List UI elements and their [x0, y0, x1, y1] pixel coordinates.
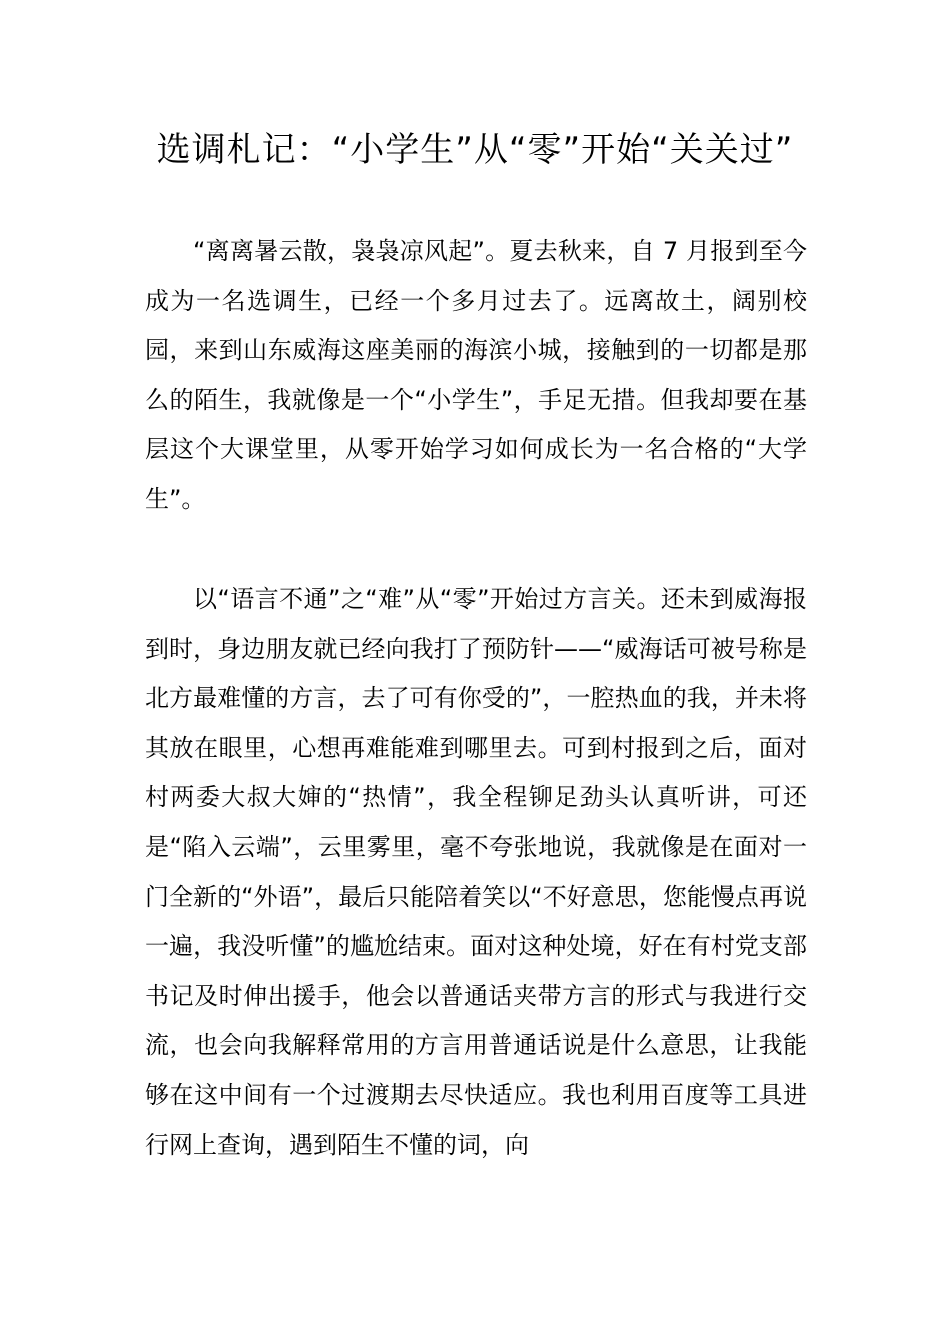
document-title: 选调札记：“小学生”从“零”开始“关关过” — [156, 130, 794, 170]
paragraph-intro: “离离暑云散，袅袅凉风起”。夏去秋来，自 7 月报到至今成为一名选调生，已经一个多月过去了。远离故土，阔别校园，来到山东威海这座美丽的海滨小城，接触到的一切都是那么的陌生，我就像是一个“小学生”，手足无措。但我却要在基层这个大课堂里，从零开始学习如何成长为一名合格的“大学生”。 — [145, 237, 807, 513]
paragraph-dialect: 以“语言不通”之“难”从“零”开始过方言关。还未到威海报到时，身边朋友就已经向我打了预防针——“威海话可被号称是北方最难懂的方言，去了可有你受的”，一腔热血的我，并未将其放在眼里，心想再难能难到哪里去。可到村报到之后，面对村两委大叔大婶的“热情”，我全程铆足劲头认真听讲，可还是“陷入云端”，云里雾里，毫不夸张地说，我就像是在面对一门全新的“外语”，最后只能陪着笑以“不好意思，您能慢点再说一遍，我没听懂”的尴尬结束。面对这种处境，好在有村党支部书记及时伸出援手，他会以普通话夹带方言的形式与我进行交流，也会向我解释常用的方言用普通话说是什么意思，让我能够在这中间有一个过渡期去尽快适应。我也利用百度等工具进行网上查询，遇到陌生不懂的词，向 — [145, 585, 807, 1159]
